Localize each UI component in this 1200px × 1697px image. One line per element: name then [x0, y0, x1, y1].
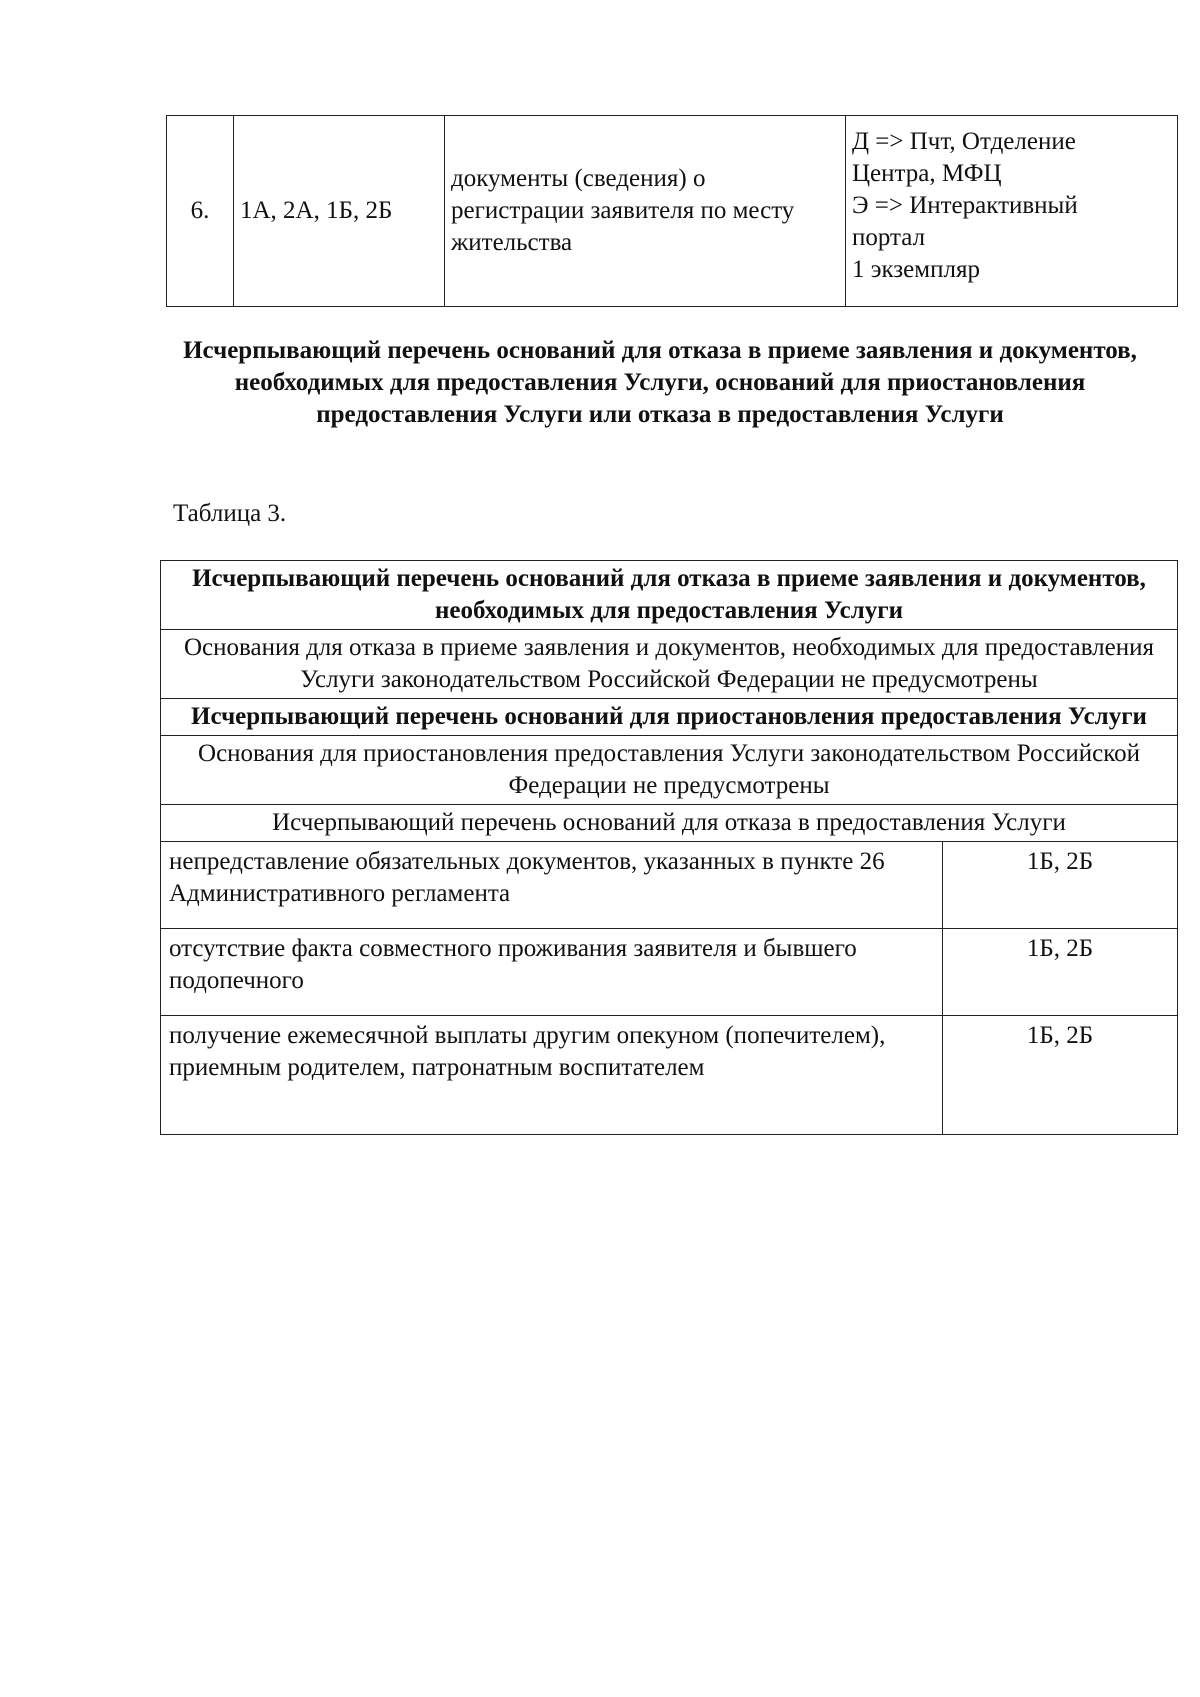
applicant-categories: 1Б, 2Б [943, 842, 1178, 929]
document-name: документы (сведения) о регистрации заявителя по месту жительства [445, 116, 846, 307]
table-row [161, 561, 1178, 630]
submission-method [846, 116, 1178, 307]
table-row [161, 736, 1178, 805]
refusal-grounds-table [160, 560, 1178, 1135]
submission-line: Д => Пчт, Отделение [852, 128, 1076, 155]
table-row [161, 1016, 1178, 1135]
refusal-provision-header: Исчерпывающий перечень оснований для отказа в предоставления Услуги [161, 805, 1178, 842]
suspension-header: Исчерпывающий перечень оснований для приостановления предоставления Услуги [161, 699, 1178, 736]
table-row [161, 929, 1178, 1016]
refusal-reception-text: Основания для отказа в приеме заявления и документов, необходимых для предоставления Услуги законодательством Российской Федерации не предусмотрены [161, 630, 1178, 699]
table-row [167, 116, 1178, 307]
table-row [161, 699, 1178, 736]
table-row [161, 842, 1178, 929]
refusal-reason: отсутствие факта совместного проживания заявителя и бывшего подопечного [161, 929, 943, 1016]
applicant-categories: 1Б, 2Б [943, 1016, 1178, 1135]
submission-line: портал [852, 224, 926, 251]
applicant-categories: 1Б, 2Б [943, 929, 1178, 1016]
submission-line: Центра, МФЦ [852, 160, 1002, 187]
submission-line: 1 экземпляр [852, 256, 980, 283]
table-label: Таблица 3. [173, 500, 287, 527]
refusal-reception-header: Исчерпывающий перечень оснований для отказа в приеме заявления и документов, необходимых для предоставления Услуги [161, 561, 1178, 630]
section-heading: Исчерпывающий перечень оснований для отказа в приеме заявления и документов, необходимых для предоставления Услуги, оснований для приостановления предоставления Услуги или отказа в предоставления Услуги [183, 337, 1137, 428]
row-number: 6. [167, 116, 234, 307]
refusal-reason: непредставление обязательных документов, указанных в пункте 26 Административного регламента [161, 842, 943, 929]
documents-table-continuation [166, 115, 1178, 307]
table-row [161, 805, 1178, 842]
table-row [161, 630, 1178, 699]
applicant-categories: 1А, 2А, 1Б, 2Б [234, 116, 445, 307]
suspension-text: Основания для приостановления предоставления Услуги законодательством Российской Федерации не предусмотрены [161, 736, 1178, 805]
submission-line: Э => Интерактивный [852, 192, 1078, 219]
refusal-reason: получение ежемесячной выплаты другим опекуном (попечителем), приемным родителем, патронатным воспитателем [161, 1016, 943, 1135]
